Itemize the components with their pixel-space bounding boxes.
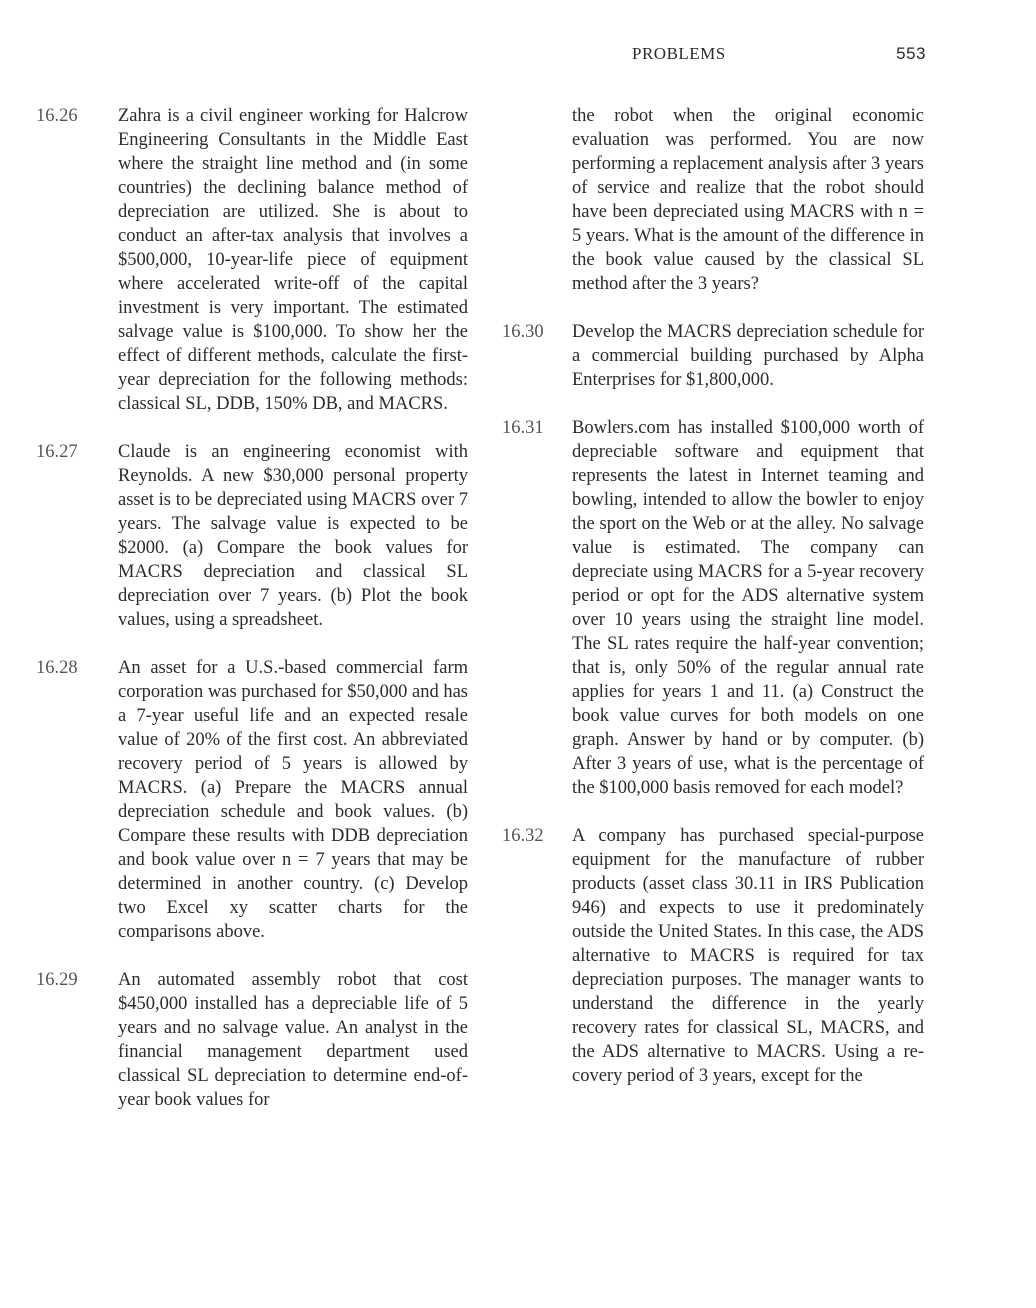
- running-head: [560, 44, 926, 68]
- problem-16-28: [36, 656, 468, 944]
- problem-text: Develop the MACRS depreciation schedule for a commercial building purchased by Alpha Enterprises for $1,800,000.: [572, 322, 924, 390]
- section-title: PROBLEMS: [632, 44, 726, 63]
- problem-16-27: [36, 440, 468, 632]
- problem-text: An asset for a U.S.-based commercial farm corporation was purchased for $50,000 and has a 7-year useful life and an expected resale value of 20% of the first cost. An abbreviated recovery period of 5 years is allowed by MACRS. (a) Prepare the MACRS annual depreciation schedule and book values. (b) Compare these results with DDB depreciation and book value over n = 7 years that may be determined in another country. (c) Develop two Excel xy scatter charts for the comparisons above.: [118, 658, 468, 942]
- problem-16-32: [502, 824, 924, 1088]
- problem-16-31: [502, 416, 924, 800]
- problem-number: 16.32: [502, 826, 544, 846]
- right-column: [502, 104, 924, 1112]
- page-number: 553: [896, 44, 926, 63]
- problem-text: Claude is an engineering economist with Reynolds. A new $30,000 personal property asset is to be depreciated using MACRS over 7 years. The salvage value is expected to be $2000. (a) Compare the book values for MACRS depreciation and classical SL depreciation over 7 years. (b) Plot the book values, using a spreadsheet.: [118, 442, 468, 630]
- problem-text: An automated assembly robot that cost $450,000 installed has a depreciable life of 5 years and no salvage value. An analyst in the financial management department used classical SL depreciation to determine end-of-year book values for: [118, 970, 468, 1110]
- problem-number: 16.26: [36, 106, 78, 126]
- problem-16-26: [36, 104, 468, 416]
- problem-number: 16.29: [36, 970, 78, 990]
- problem-text: Bowlers.com has installed $100,000 worth of depreciable software and equipment that represents the latest in Internet teaming and bowling, intended to allow the bowler to enjoy the sport on the Web or at the alley. No salvage value is estimated. The company can depreciate using MACRS for a 5-year recovery period or opt for the ADS alternative system over 10 years using the straight line model. The SL rates require the half-year convention; that is, only 50% of the regular annual rate applies for years 1 and 11. (a) Construct the book value curves for both models on one graph. Answer by hand or by computer. (b) After 3 years of use, what is the percentage of the $100,000 basis removed for each model?: [572, 418, 924, 798]
- problem-text: A company has purchased special-purpose equipment for the manufacture of rubber products (asset class 30.11 in IRS Publication 946) and expects to use it predominately outside the United States. In this case, the ADS alternative to MACRS is required for tax depreciation purposes. The manager wants to understand the difference in the yearly recovery rates for classical SL, MACRS, and the ADS alternative to MACRS. Using a recovery period of 3 years, except for the: [572, 826, 924, 1086]
- problem-16-30: [502, 320, 924, 392]
- problem-number: 16.31: [502, 418, 544, 438]
- problem-16-29: [36, 968, 468, 1112]
- problem-number: 16.27: [36, 442, 78, 462]
- left-column: [36, 104, 468, 1136]
- problem-16-29-continuation: the robot when the original economic evaluation was performed. You are now performing a replacement analysis after 3 years of service and realize that the robot should have been depreciated using MACRS with n = 5 years. What is the amount of the difference in the book value caused by the classical SL method after the 3 years?: [572, 106, 924, 294]
- problem-number: 16.28: [36, 658, 78, 678]
- problem-text: Zahra is a civil engineer working for Halcrow Engineering Consultants in the Middle East where the straight line method and (in some countries) the declining balance method of depreciation are utilized. She is about to conduct an after-tax analysis that involves a $500,000, 10-year-life piece of equipment where accelerated write-off of the capital investment is very important. The estimated salvage value is $100,000. To show her the effect of different methods, calculate the first-year depreciation for the following methods: classical SL, DDB, 150% DB, and MACRS.: [118, 106, 468, 414]
- problem-number: 16.30: [502, 322, 544, 342]
